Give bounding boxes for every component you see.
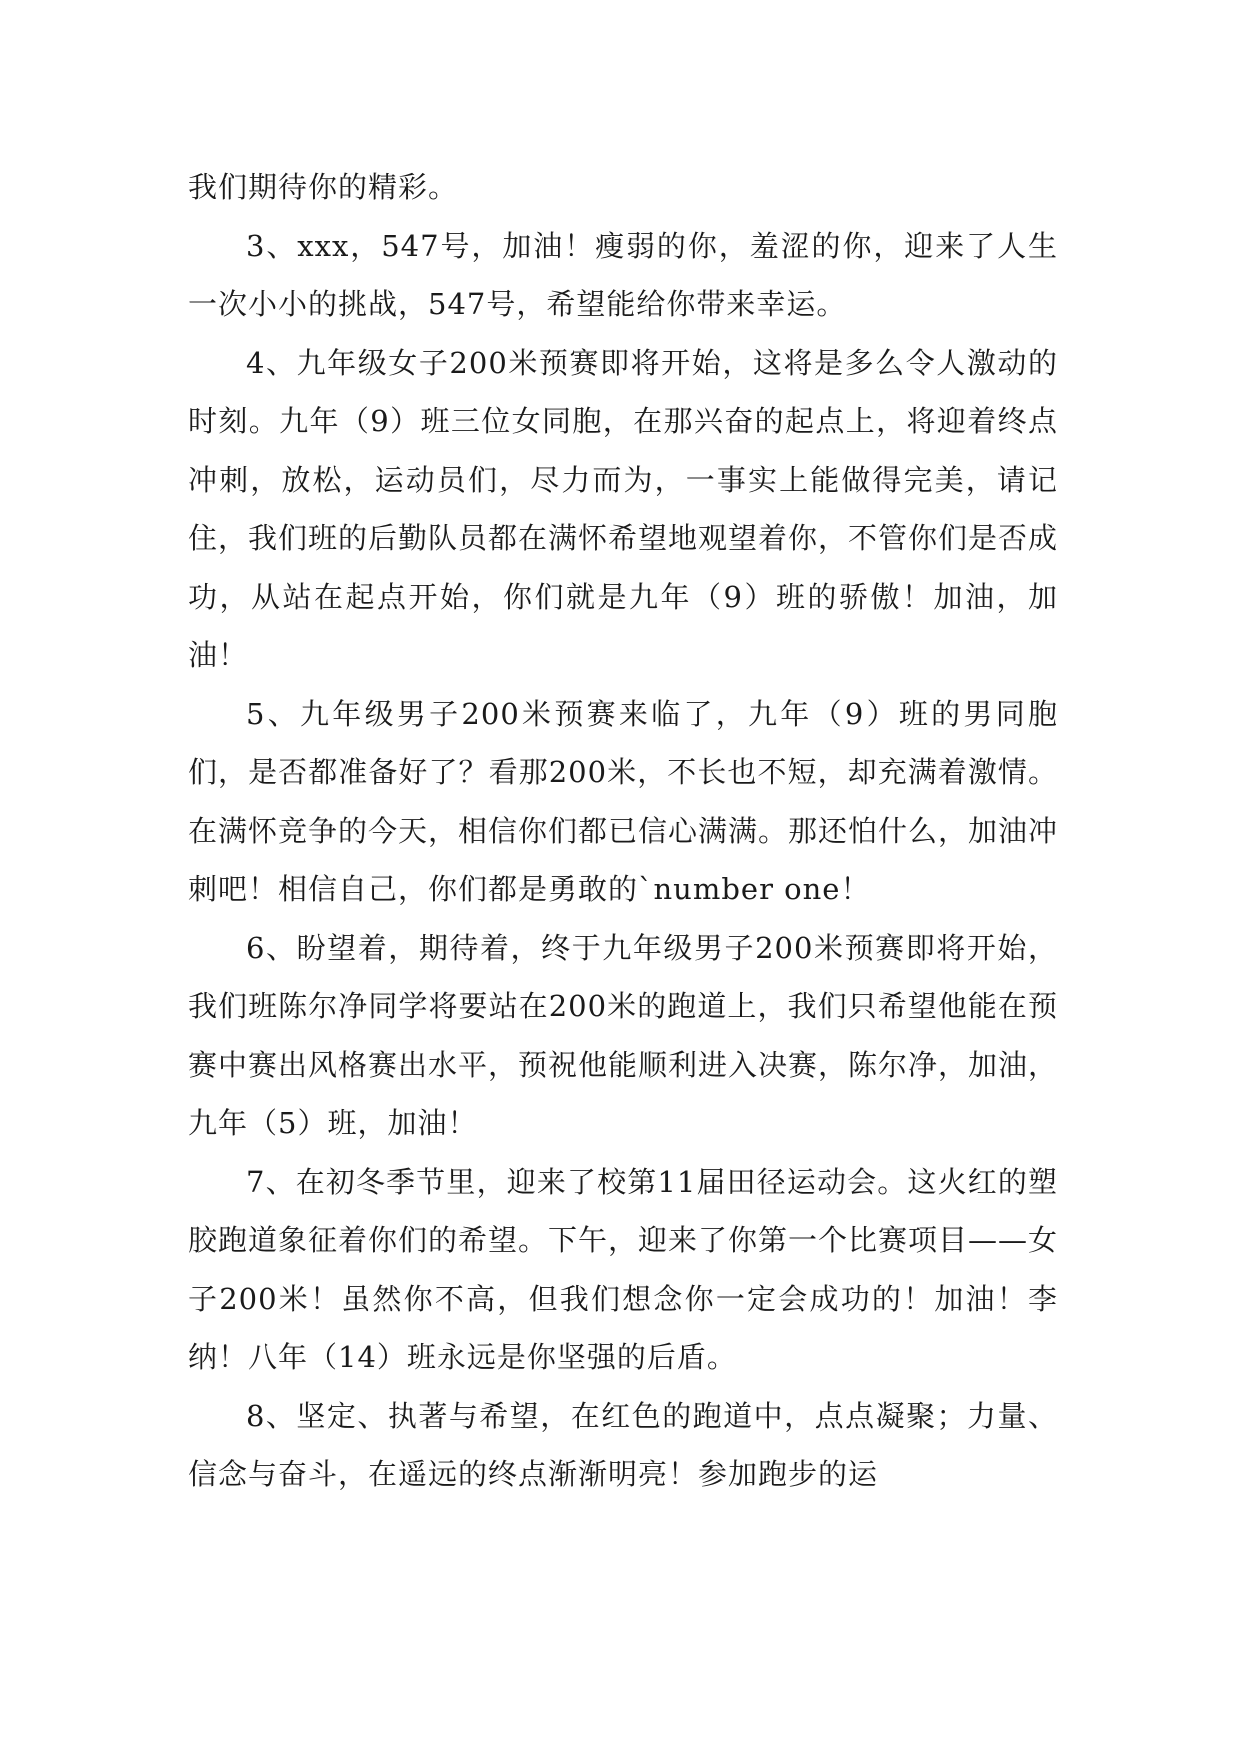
document-body <box>188 158 1058 1504</box>
paragraph-item-4: 4、九年级女子200米预赛即将开始，这将是多么令人激动的时刻。九年（9）班三位女同胞，在那兴奋的起点上，将迎着终点冲刺，放松，运动员们，尽力而为，一事实上能做得完美，请记住，我们班的后勤队员都在满怀希望地观望着你，不管你们是否成功，从站在起点开始，你们就是九年（9）班的骄傲！加油，加油！ <box>188 345 1059 672</box>
paragraph-continuation: 我们期待你的精彩。 <box>188 170 459 204</box>
paragraph-item-5: 5、九年级男子200米预赛来临了，九年（9）班的男同胞们，是否都准备好了？看那200米，不长也不短，却充满着激情。在满怀竞争的今天，相信你们都已信心满满。那还怕什么，加油冲刺吧！相信自己，你们都是勇敢的`number one！ <box>188 696 1059 906</box>
paragraph-item-7: 7、在初冬季节里，迎来了校第11届田径运动会。这火红的塑胶跑道象征着你们的希望。下午，迎来了你第一个比赛项目——女子200米！虽然你不高，但我们想念你一定会成功的！加油！李纳！八年（14）班永远是你坚强的后盾。 <box>188 1164 1059 1374</box>
paragraph-item-6: 6、盼望着，期待着，终于九年级男子200米预赛即将开始，我们班陈尔净同学将要站在200米的跑道上，我们只希望他能在预赛中赛出风格赛出水平，预祝他能顺利进入决赛，陈尔净，加油，九年（5）班，加油！ <box>188 930 1059 1140</box>
paragraph-item-8: 8、坚定、执著与希望，在红色的跑道中，点点凝聚；力量、信念与奋斗，在遥远的终点渐渐明亮！参加跑步的运 <box>188 1398 1058 1491</box>
paragraph-item-3: 3、xxx，547号，加油！瘦弱的你，羞涩的你，迎来了人生一次小小的挑战，547号，希望能给你带来幸运。 <box>188 228 1058 321</box>
